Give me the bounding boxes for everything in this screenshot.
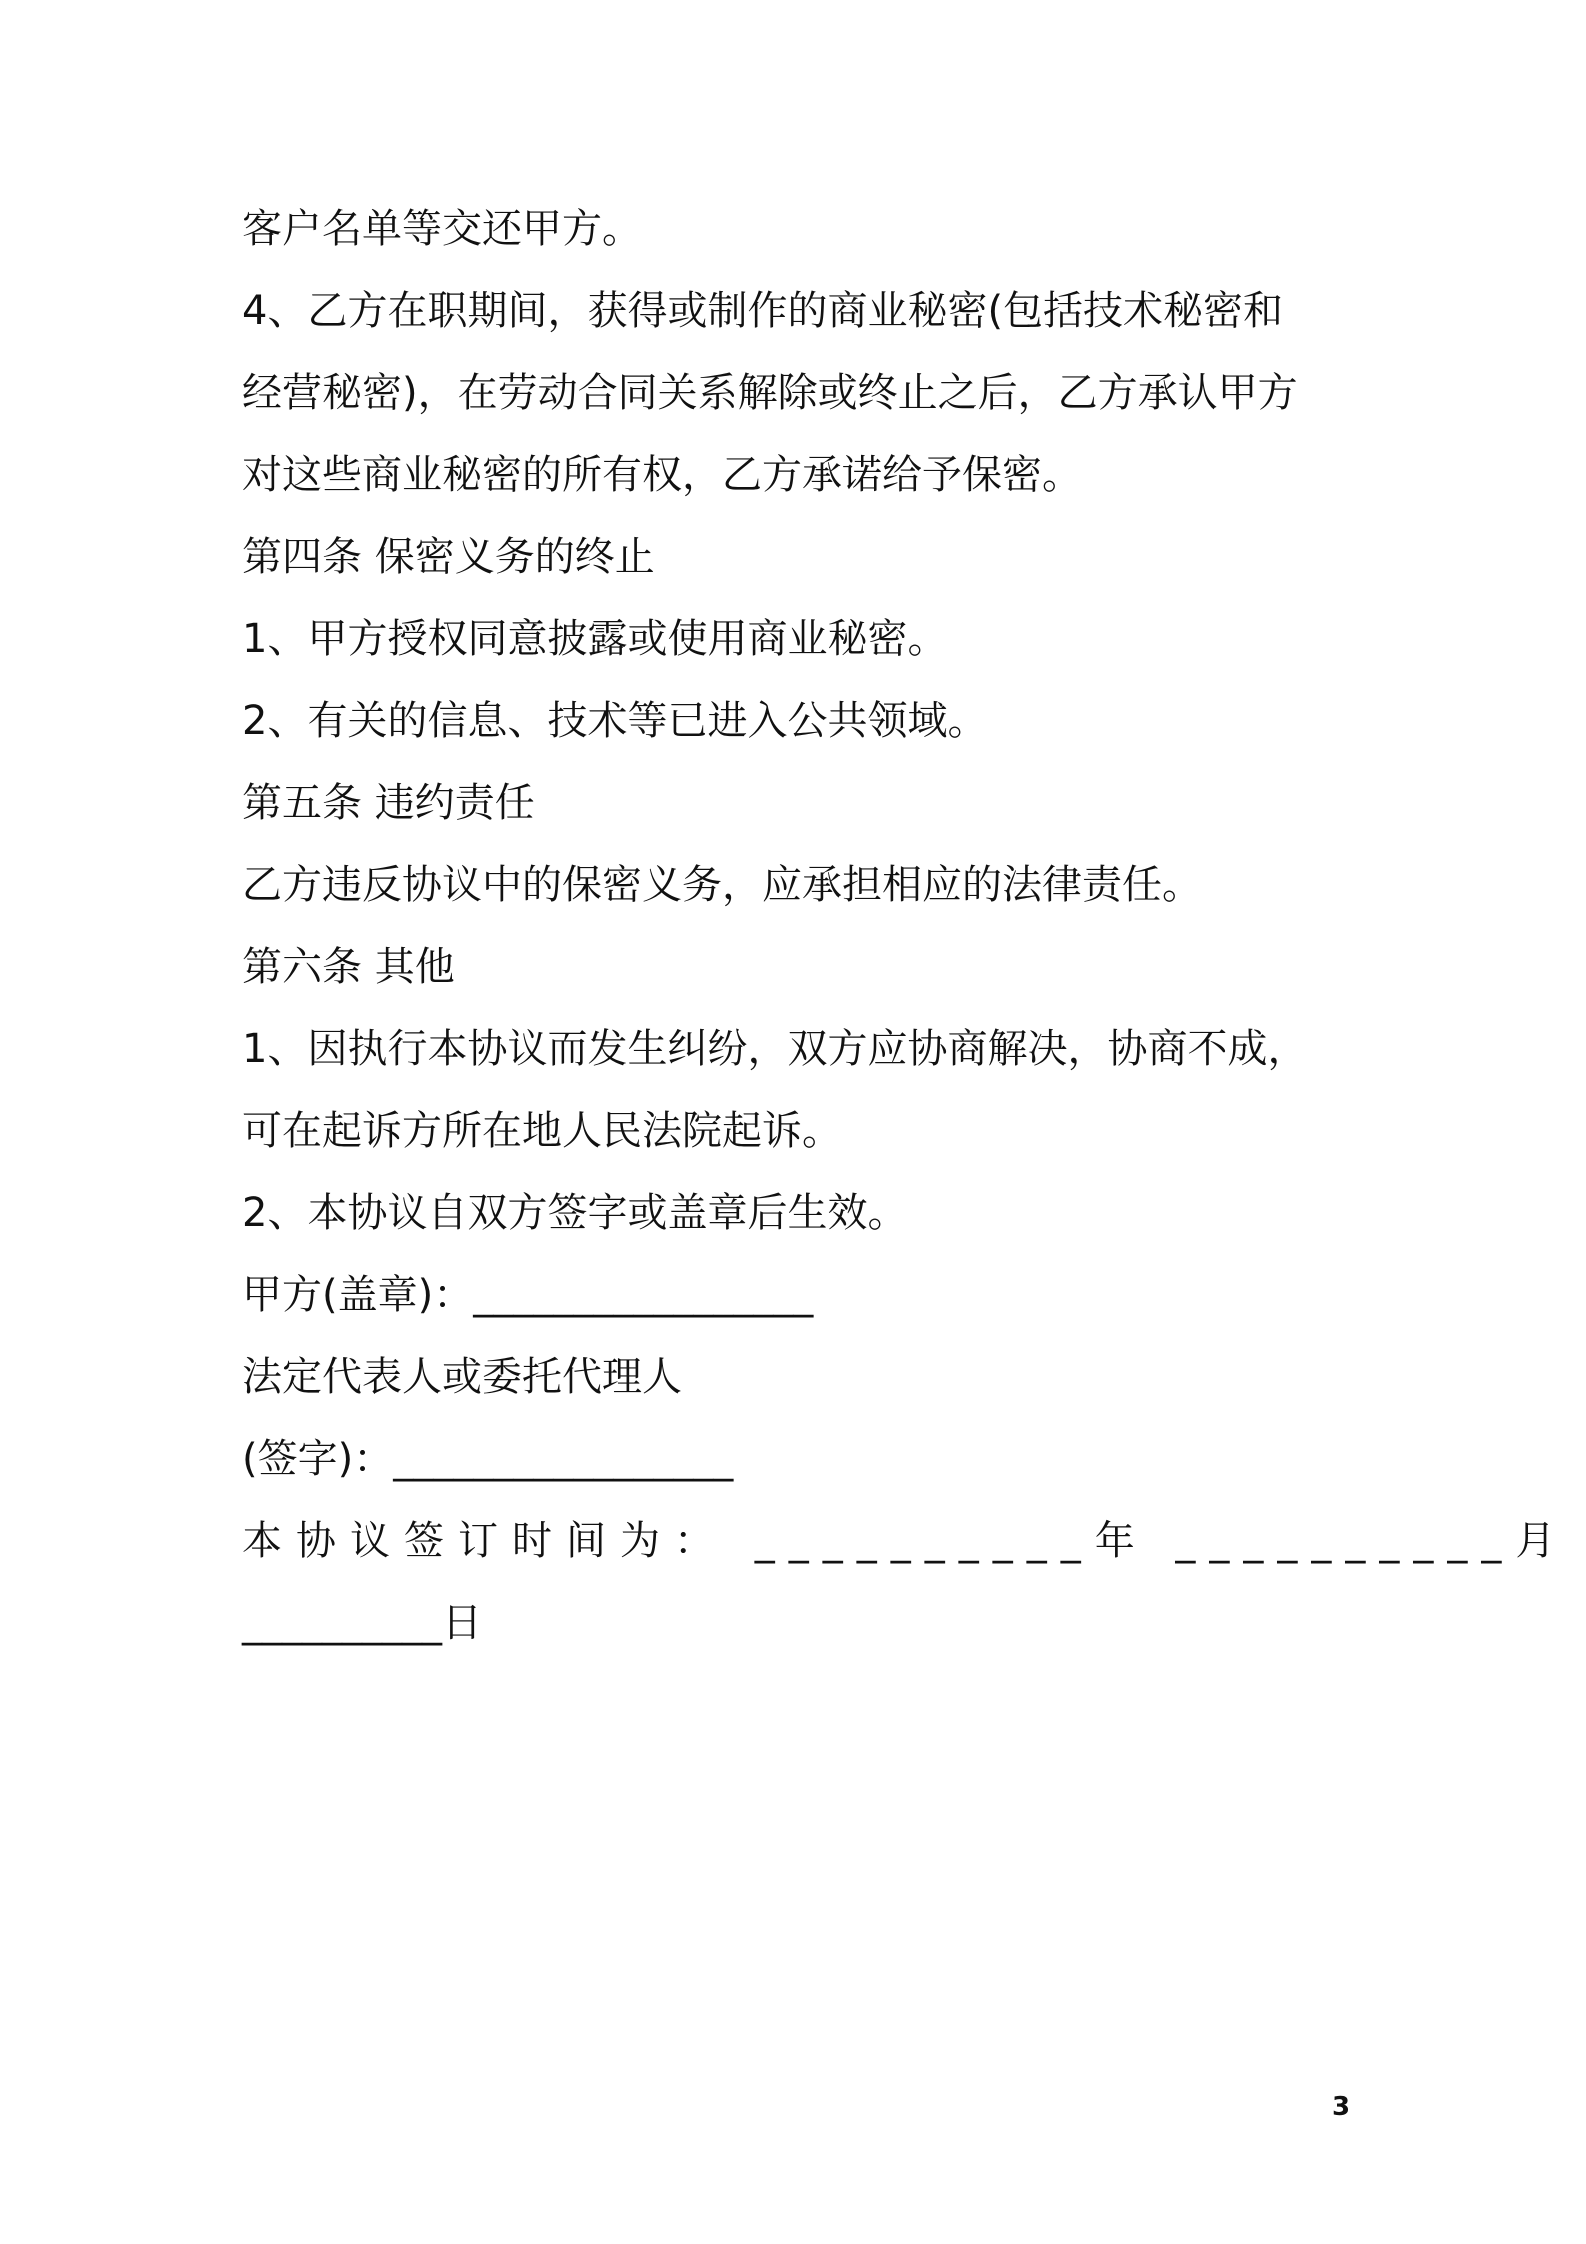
section-heading-article-4: 第四条 保密义务的终止 bbox=[242, 534, 655, 580]
paragraph-line: 4、乙方在职期间，获得或制作的商业秘密(包括技术秘密和 bbox=[242, 288, 1284, 334]
signature-line: (签字)：_________________ bbox=[242, 1436, 734, 1482]
page-number: 3 bbox=[1332, 2092, 1351, 2122]
section-heading-article-6: 第六条 其他 bbox=[242, 944, 455, 990]
representative-label: 法定代表人或委托代理人 bbox=[242, 1354, 682, 1400]
signing-date-day: __________日 bbox=[242, 1600, 482, 1646]
paragraph-line: 2、有关的信息、技术等已进入公共领域。 bbox=[242, 698, 988, 744]
paragraph-line: 可在起诉方所在地人民法院起诉。 bbox=[242, 1108, 842, 1154]
paragraph-line: 客户名单等交还甲方。 bbox=[242, 206, 642, 252]
paragraph-line: 经营秘密)，在劳动合同关系解除或终止之后，乙方承认甲方 bbox=[242, 370, 1298, 416]
paragraph-line: 1、因执行本协议而发生纠纷，双方应协商解决，协商不成， bbox=[242, 1026, 1308, 1072]
paragraph-line: 1、甲方授权同意披露或使用商业秘密。 bbox=[242, 616, 948, 662]
paragraph-line: 对这些商业秘密的所有权，乙方承诺给予保密。 bbox=[242, 452, 1082, 498]
section-heading-article-5: 第五条 违约责任 bbox=[242, 780, 535, 826]
document-body bbox=[242, 188, 1570, 1664]
party-a-seal-line: 甲方(盖章)：_________________ bbox=[242, 1272, 814, 1318]
paragraph-line: 乙方违反协议中的保密义务，应承担相应的法律责任。 bbox=[242, 862, 1202, 908]
paragraph-line: 2、本协议自双方签字或盖章后生效。 bbox=[242, 1190, 908, 1236]
signing-date-line: 本协议签订时间为： __________年 __________月 bbox=[242, 1518, 1570, 1564]
